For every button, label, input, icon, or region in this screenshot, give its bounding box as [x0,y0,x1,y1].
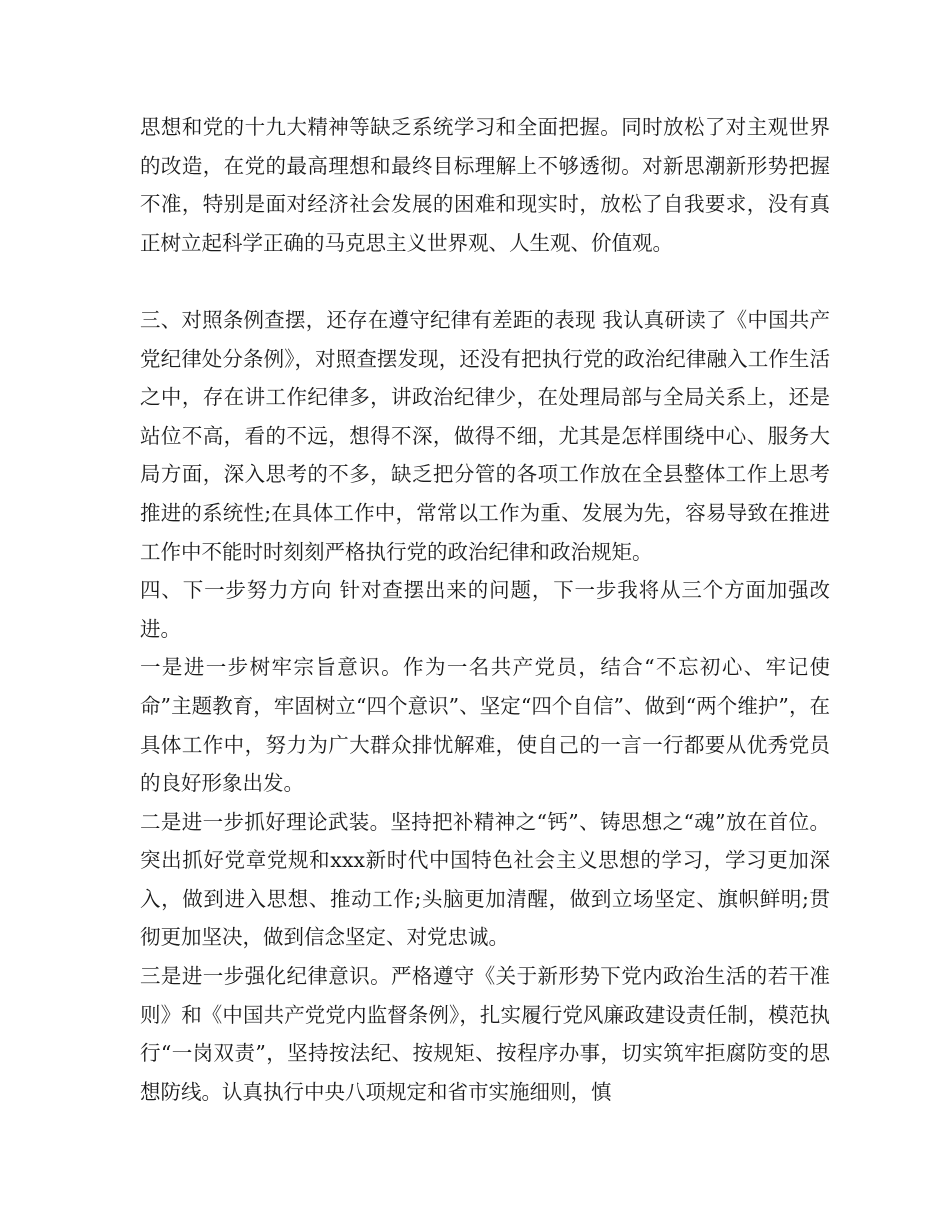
paragraph-ideology-study: 思想和党的十九大精神等缺乏系统学习和全面把握。同时放松了对主观世界的改造，在党的最高理想和最终目标理解上不够透彻。对新思潮新形势把握不准，特别是面对经济社会发展的困难和现实时，放松了自我要求，没有真正树立起科学正确的马克思主义世界观、人生观、价值观。 [140,115,830,255]
paragraph-next-steps-heading: 四、下一步努力方向 针对查摆出来的问题，下一步我将从三个方面加强改进。 [140,578,830,641]
paragraph-discipline-awareness: 三是进一步强化纪律意识。严格遵守《关于新形势下党内政治生活的若干准则》和《中国共产党党内监督条例》，扎实履行党风廉政建设责任制，模范执行“一岗双责”，坚持按法纪、按规矩、按程序办事，切实筑牢拒腐防变的思想防线。认真执行中央八项规定和省市实施细则，慎 [140,964,830,1104]
paragraph-theory-armament: 二是进一步抓好理论武装。坚持把补精神之“钙”、铸思想之“魂”放在首位。突出抓好党章党规和xxx新时代中国特色社会主义思想的学习，学习更加深入，做到进入思想、推动工作;头脑更加清醒，做到立场坚定、旗帜鲜明;贯彻更加坚决，做到信念坚定、对党忠诚。 [140,809,830,950]
paragraph-discipline-review: 三、对照条例查摆，还存在遵守纪律有差距的表现 我认真研读了《中国共产党纪律处分条例》，对照查摆发现，还没有把执行党的政治纪律融入工作生活之中，存在讲工作纪律多，讲政治纪律少，在处理局部与全局关系上，还是站位不高，看的不远，想得不深，做得不细，尤其是怎样围绕中心、服务大局方面，深入思考的不多，缺乏把分管的各项工作放在全县整体工作上思考推进的系统性;在具体工作中，常常以工作为重、发展为先，容易导致在推进工作中不能时时刻刻严格执行党的政治纪律和政治规矩。 [140,307,830,564]
paragraph-purpose-awareness: 一是进一步树牢宗旨意识。作为一名共产党员，结合“不忘初心、牢记使命”主题教育，牢固树立“四个意识”、坚定“四个自信”、做到“两个维护”，在具体工作中，努力为广大群众排忧解难，使自己的一言一行都要从优秀党员的良好形象出发。 [140,655,830,796]
document-body [140,108,830,1111]
paragraph-gap [140,262,830,301]
